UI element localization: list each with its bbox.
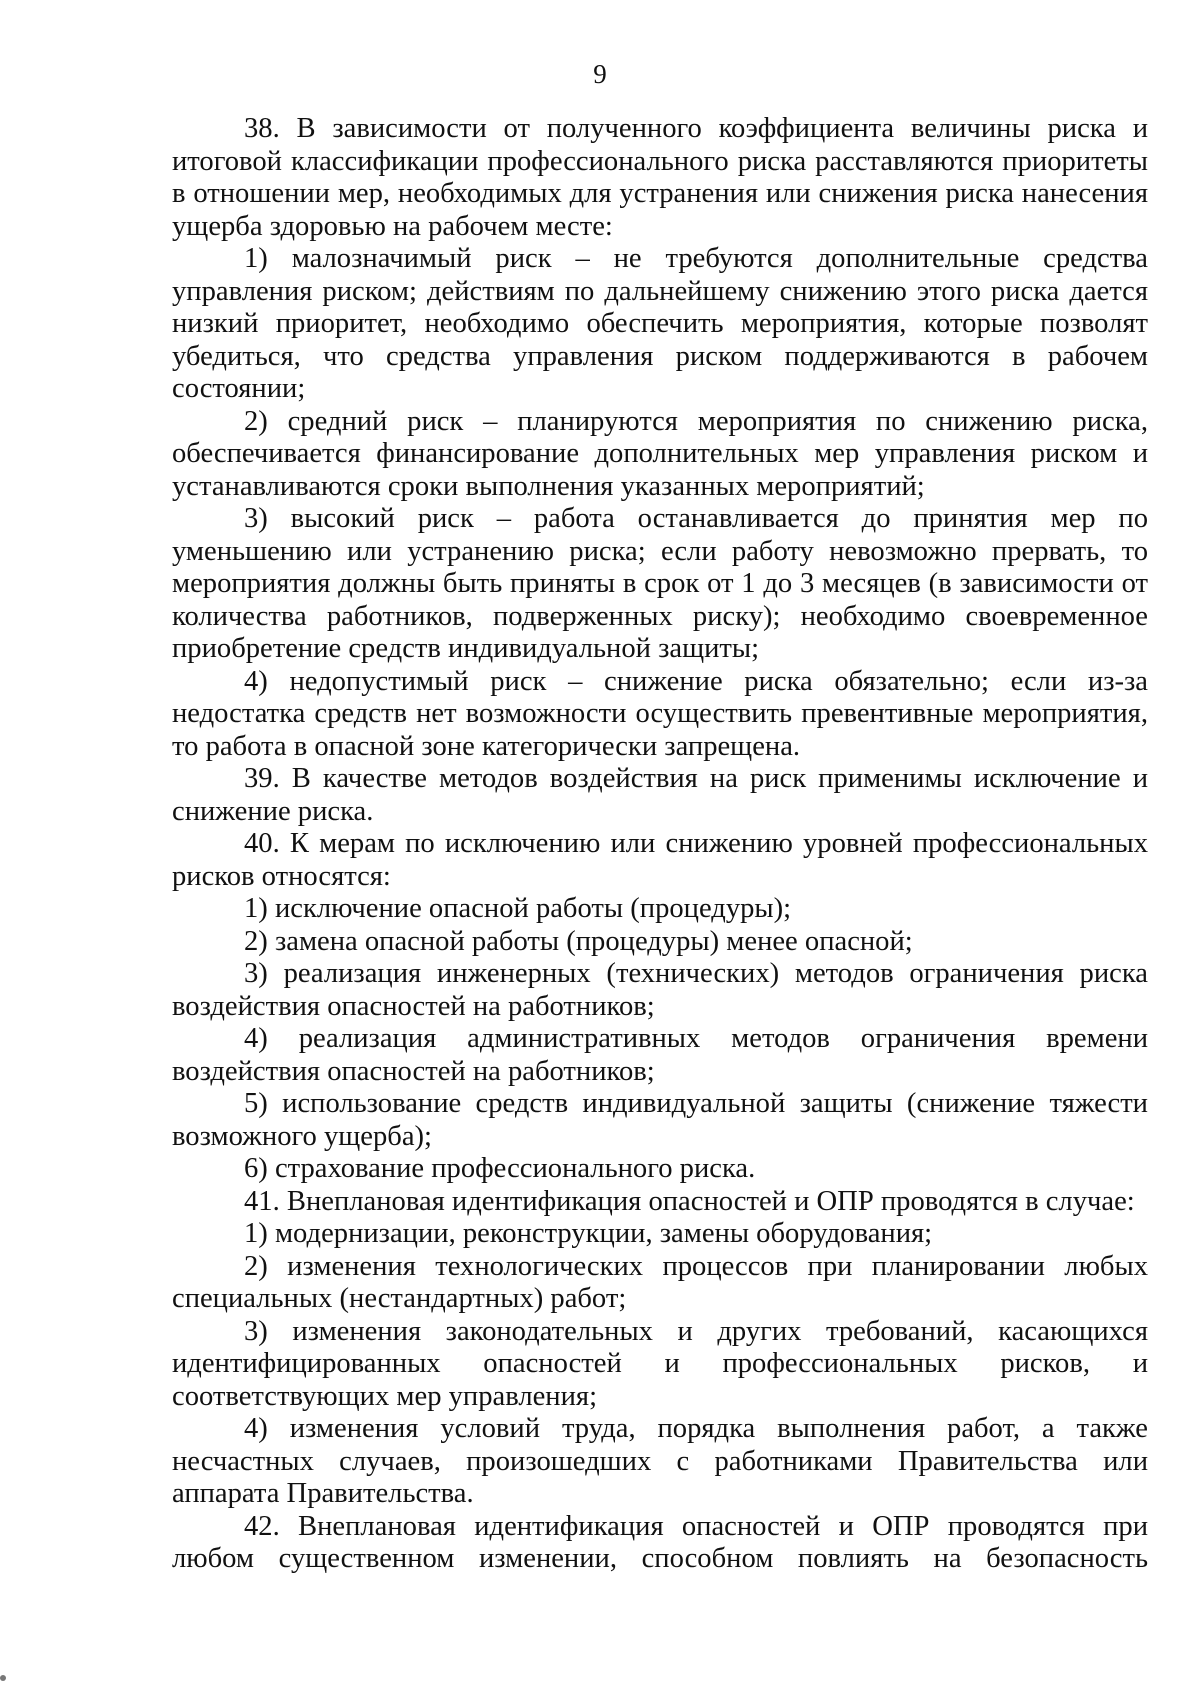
list-item-measure-6: 6) страхование профессионального риска. (244, 1153, 756, 1184)
document-body (172, 113, 1148, 1576)
scan-mark (0, 1675, 6, 1681)
list-item-risk-unacceptable: 4) недопустимый риск – снижение риска обязательно; если из-за недостатка средств нет возможности осуществить превентивные мероприятия, то работа в опасной зоне категорически запрещена. (172, 665, 1148, 762)
list-item-case-2: 2) изменения технологических процессов при планировании любых специальных (нестандартных) работ; (172, 1250, 1148, 1314)
list-item-risk-medium: 2) средний риск – планируются мероприятия по снижению риска, обеспечивается финансирование дополнительных мер управления риском и устанавливаются сроки выполнения указанных мероприятий; (172, 405, 1148, 502)
list-item-risk-low: 1) малозначимый риск – не требуются дополнительные средства управления риском; действиям по дальнейшему снижению этого риска дается низкий приоритет, необходимо обеспечить мероприятия, которые позволят убедиться, что средства управления риском поддерживаются в рабочем состоянии; (172, 243, 1148, 404)
list-item-measure-3: 3) реализация инженерных (технических) методов ограничения риска воздействия опасностей на работников; (172, 958, 1148, 1022)
page-number: 9 (593, 59, 607, 89)
list-item-measure-2: 2) замена опасной работы (процедуры) менее опасной; (244, 925, 913, 957)
paragraph-42: 42. Внеплановая идентификация опасностей и ОПР проводятся при любом существенном изменении, способном повлиять на безопасность (172, 1510, 1148, 1574)
paragraph-40: 40. К мерам по исключению или снижению уровней профессиональных рисков относятся: (172, 828, 1148, 892)
list-item-measure-1: 1) исключение опасной работы (процедуры); (244, 893, 792, 924)
list-item-measure-5: 5) использование средств индивидуальной защиты (снижение тяжести возможного ущерба); (172, 1088, 1148, 1152)
list-item-risk-high: 3) высокий риск – работа останавливается до принятия мер по уменьшению или устранению риска; если работу невозможно прервать, то мероприятия должны быть приняты в срок от 1 до 3 месяцев (в зависимости от количества работников, подверженных риску); необходимо своевременное приобретение средств индивидуальной защиты; (172, 503, 1148, 664)
list-item-measure-4: 4) реализация административных методов ограничения времени воздействия опасностей на работников; (172, 1023, 1148, 1087)
list-item-case-4: 4) изменения условий труда, порядка выполнения работ, а также несчастных случаев, произошедших с работниками Правительства или аппарата Правительства. (172, 1413, 1148, 1509)
paragraph-38: 38. В зависимости от полученного коэффициента величины риска и итоговой классификации профессионального риска расставляются приоритеты в отношении мер, необходимых для устранения или снижения риска нанесения ущерба здоровью на рабочем месте: (172, 113, 1148, 242)
paragraph-41: 41. Внеплановая идентификация опасностей и ОПР проводятся в случае: (244, 1185, 1135, 1217)
list-item-case-1: 1) модернизации, реконструкции, замены оборудования; (244, 1218, 933, 1249)
list-item-case-3: 3) изменения законодательных и других требований, касающихся идентифицированных опасностей и профессиональных рисков, и соответствующих мер управления; (172, 1315, 1148, 1412)
paragraph-39: 39. В качестве методов воздействия на риск применимы исключение и снижение риска. (172, 763, 1148, 827)
